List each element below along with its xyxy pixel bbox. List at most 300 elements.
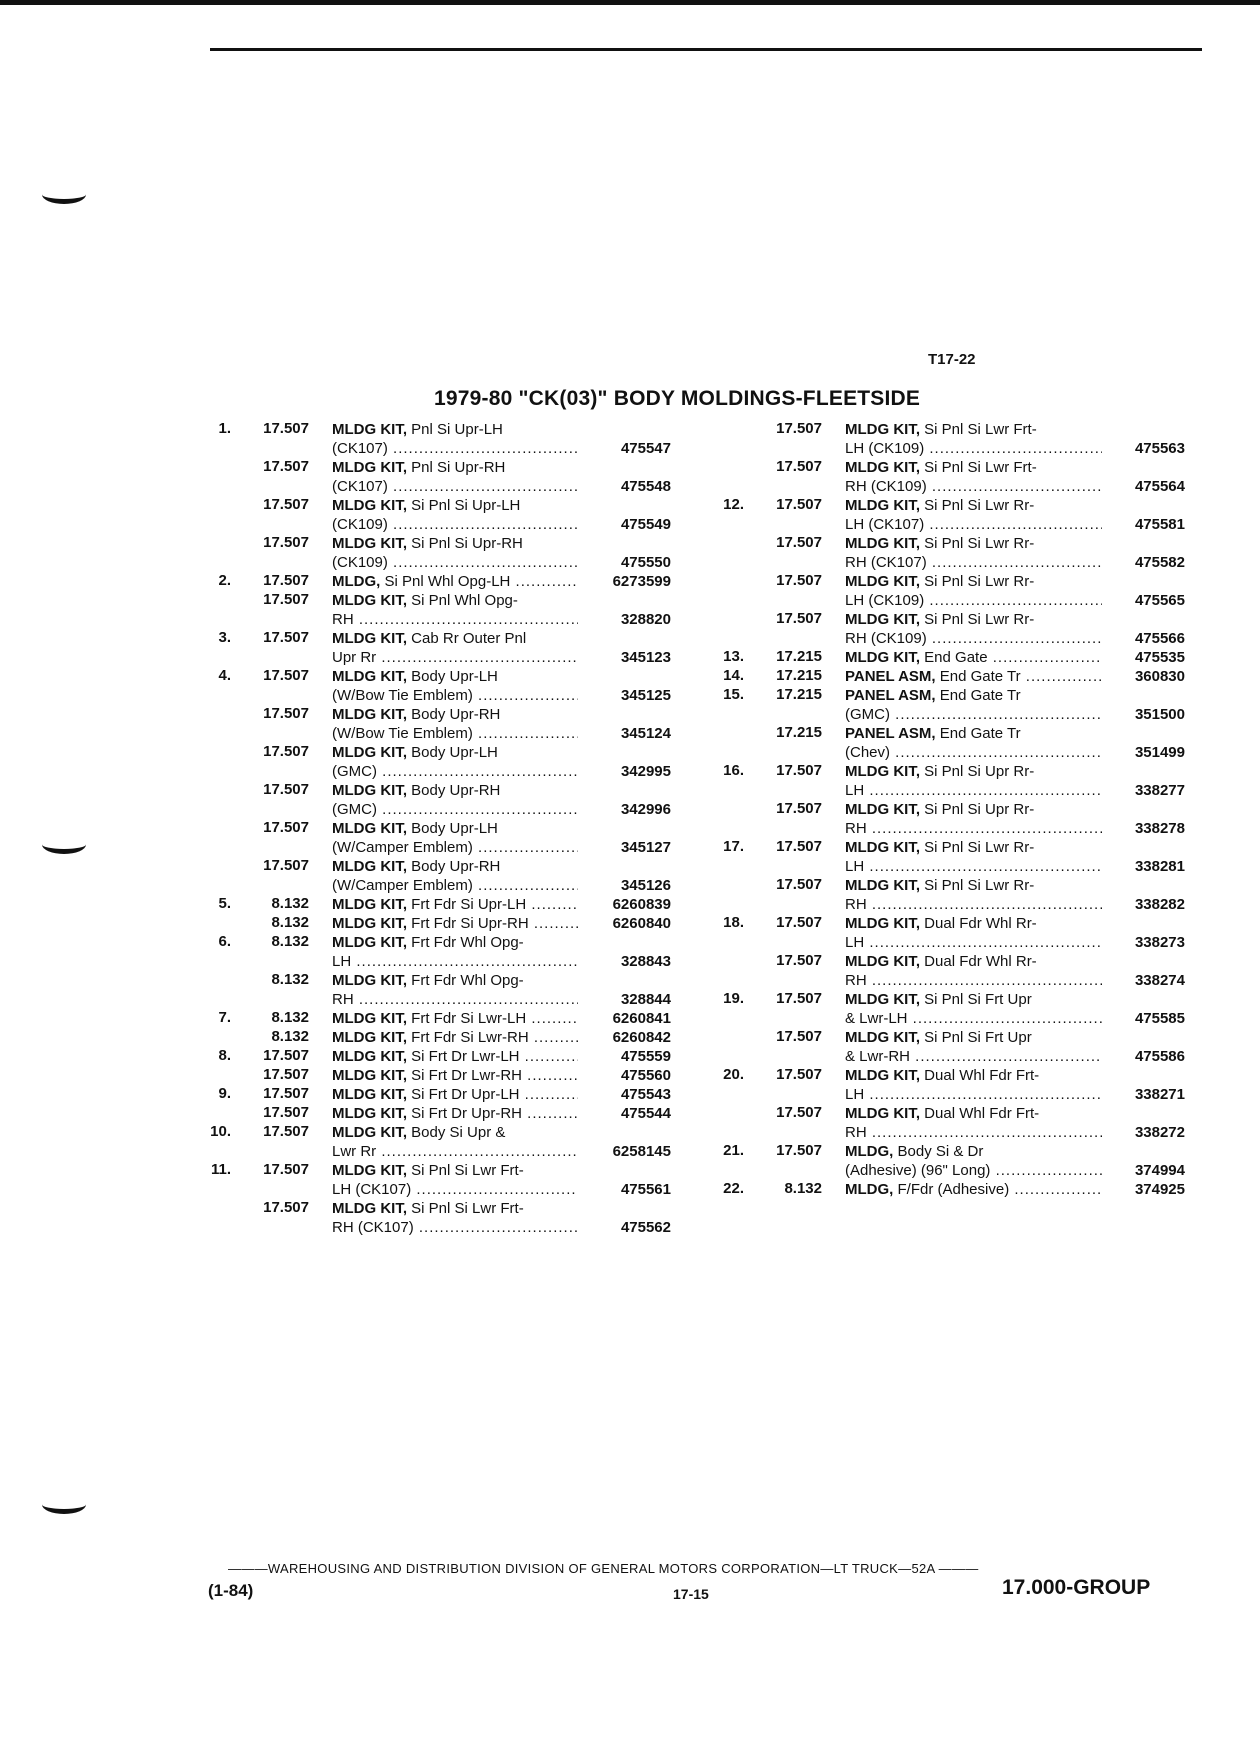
parts-list-right — [718, 420, 1228, 1199]
group-number: 17.507 — [263, 534, 309, 551]
part-name: MLDG KIT, — [332, 915, 407, 932]
part-detail: Si Pnl Si Lwr Frt- — [924, 421, 1037, 438]
part-description — [845, 838, 1103, 876]
parts-list-item — [205, 1104, 715, 1123]
part-detail: Si Frt Dr Upr-LH — [411, 1086, 520, 1103]
part-number: 6260840 — [578, 914, 671, 933]
part-detail-continued: (W/Camper Emblem) ..... — [332, 876, 580, 895]
part-detail-continued: Lwr Rr ..... — [332, 1142, 580, 1161]
part-detail: Frt Fdr Si Lwr-RH — [411, 1029, 529, 1046]
figure-reference: T17-22 — [928, 351, 976, 368]
part-detail-continued: LH (CK107) ..... — [845, 515, 1103, 534]
part-description — [845, 914, 1103, 952]
parts-list-item — [718, 648, 1228, 667]
part-detail: Pnl Si Upr-LH — [411, 421, 503, 438]
part-number: 475548 — [578, 477, 671, 496]
part-description — [332, 819, 580, 857]
parts-list-item — [205, 667, 715, 705]
part-name: MLDG KIT, — [332, 744, 407, 761]
part-detail: Si Pnl Si Lwr Rr- — [924, 573, 1035, 590]
part-number: 475564 — [1102, 477, 1185, 496]
part-number: 374925 — [1102, 1180, 1185, 1199]
part-detail-continued: (W/Camper Emblem) ..... — [332, 838, 580, 857]
part-number: 338282 — [1102, 895, 1185, 914]
parts-list-item — [205, 496, 715, 534]
part-detail: Pnl Si Upr-RH — [411, 459, 506, 476]
group-number: 17.507 — [776, 534, 822, 551]
parts-list-item — [205, 1085, 715, 1104]
part-detail-continued: (CK109) ..... — [332, 553, 580, 572]
part-name: MLDG KIT, — [332, 1162, 407, 1179]
part-detail-continued: (GMC) ..... — [332, 762, 580, 781]
part-description — [332, 458, 580, 496]
part-description — [332, 591, 580, 629]
part-detail: Si Pnl Si Lwr Frt- — [411, 1162, 524, 1179]
part-detail: Si Pnl Si Frt Upr — [924, 991, 1032, 1008]
group-number: 8.132 — [784, 1180, 822, 1197]
part-detail: End Gate Tr — [939, 725, 1021, 742]
part-detail: End Gate Tr — [939, 668, 1021, 685]
part-number: 475561 — [578, 1180, 671, 1199]
part-name: MLDG KIT, — [332, 1010, 407, 1027]
parts-list-item — [205, 895, 715, 914]
part-detail-continued: LH (CK107) ..... — [332, 1180, 580, 1199]
part-description — [845, 762, 1103, 800]
part-description — [332, 1104, 580, 1123]
parts-list-item — [718, 1066, 1228, 1104]
parts-list-item — [205, 1161, 715, 1199]
part-description — [845, 686, 1103, 724]
group-number: 17.507 — [263, 1066, 309, 1083]
item-number: 6. — [218, 933, 231, 950]
binder-hole-icon — [42, 835, 86, 854]
group-number: 17.507 — [776, 762, 822, 779]
item-number: 2. — [218, 572, 231, 589]
group-number: 8.132 — [271, 895, 309, 912]
group-number: 17.507 — [776, 1142, 822, 1159]
parts-list-left — [205, 420, 715, 1237]
parts-list-item — [718, 572, 1228, 610]
item-number: 7. — [218, 1009, 231, 1026]
part-description — [845, 990, 1103, 1028]
part-detail-continued: & Lwr-RH ..... — [845, 1047, 1103, 1066]
part-detail: Dual Fdr Whl Rr- — [924, 953, 1037, 970]
part-number: 6258145 — [578, 1142, 671, 1161]
header-rule — [210, 48, 1202, 51]
part-name: MLDG KIT, — [332, 706, 407, 723]
part-number: 338281 — [1102, 857, 1185, 876]
part-description — [332, 971, 580, 1009]
part-number: 6260842 — [578, 1028, 671, 1047]
part-description — [332, 743, 580, 781]
part-number: 338273 — [1102, 933, 1185, 952]
group-number: 8.132 — [271, 914, 309, 931]
part-description — [332, 496, 580, 534]
part-detail-continued: RH (CK109) ..... — [845, 629, 1103, 648]
part-description — [332, 857, 580, 895]
part-detail: Si Pnl Si Lwr Frt- — [924, 459, 1037, 476]
group-number: 17.507 — [263, 1047, 309, 1064]
group-number: 17.507 — [263, 781, 309, 798]
part-description — [845, 876, 1103, 914]
parts-list-item — [205, 914, 715, 933]
part-description — [332, 781, 580, 819]
part-name: MLDG KIT, — [332, 497, 407, 514]
part-name: MLDG KIT, — [845, 459, 920, 476]
item-number: 22. — [723, 1180, 744, 1197]
part-description — [332, 1066, 580, 1085]
part-number: 338277 — [1102, 781, 1185, 800]
group-number: 17.215 — [776, 686, 822, 703]
parts-list-item — [205, 705, 715, 743]
group-number: 17.507 — [263, 572, 309, 589]
part-name: MLDG KIT, — [845, 877, 920, 894]
part-number: 360830 — [1102, 667, 1185, 686]
part-name: MLDG KIT, — [332, 421, 407, 438]
group-number: 17.507 — [263, 591, 309, 608]
group-number: 17.507 — [776, 952, 822, 969]
part-number: 475535 — [1102, 648, 1185, 667]
part-detail: End Gate Tr — [939, 687, 1021, 704]
part-number: 6260839 — [578, 895, 671, 914]
part-number: 338274 — [1102, 971, 1185, 990]
group-number: 17.507 — [776, 496, 822, 513]
group-number: 17.215 — [776, 667, 822, 684]
part-number: 475586 — [1102, 1047, 1185, 1066]
part-number: 6260841 — [578, 1009, 671, 1028]
part-description — [332, 420, 580, 458]
part-name: MLDG KIT, — [845, 953, 920, 970]
part-description — [332, 1028, 580, 1047]
binder-hole-icon — [42, 185, 86, 204]
group-number: 17.507 — [263, 743, 309, 760]
parts-list-item — [205, 1123, 715, 1161]
group-number: 17.507 — [263, 496, 309, 513]
part-number: 475582 — [1102, 553, 1185, 572]
part-detail-continued: Upr Rr ..... — [332, 648, 580, 667]
part-detail-continued: RH (CK109) ..... — [845, 477, 1103, 496]
part-number: 475581 — [1102, 515, 1185, 534]
part-detail-continued: & Lwr-LH ..... — [845, 1009, 1103, 1028]
parts-list-item — [718, 952, 1228, 990]
parts-list-item — [718, 1180, 1228, 1199]
part-number: 345124 — [578, 724, 671, 743]
group-number: 8.132 — [271, 971, 309, 988]
group-number: 17.507 — [776, 420, 822, 437]
part-number: 328843 — [578, 952, 671, 971]
group-number: 17.507 — [263, 1123, 309, 1140]
group-number: 17.507 — [776, 914, 822, 931]
part-description — [332, 914, 580, 933]
part-number: 345126 — [578, 876, 671, 895]
part-number: 475544 — [578, 1104, 671, 1123]
part-name: MLDG KIT, — [332, 782, 407, 799]
part-name: MLDG KIT, — [845, 611, 920, 628]
parts-list-item — [718, 458, 1228, 496]
part-detail: Dual Fdr Whl Rr- — [924, 915, 1037, 932]
part-detail: F/Fdr (Adhesive) — [897, 1181, 1010, 1198]
part-detail: Body Upr-RH — [411, 782, 501, 799]
part-name: MLDG KIT, — [845, 421, 920, 438]
part-number: 475560 — [578, 1066, 671, 1085]
parts-list-item — [718, 876, 1228, 914]
footer-group: 17.000-GROUP — [1002, 1576, 1151, 1599]
group-number: 17.507 — [776, 800, 822, 817]
group-number: 17.507 — [263, 667, 309, 684]
part-name: MLDG, — [845, 1143, 894, 1160]
group-number: 17.507 — [263, 819, 309, 836]
part-detail-continued: LH (CK109) ..... — [845, 591, 1103, 610]
part-detail: Si Pnl Si Lwr Frt- — [411, 1200, 524, 1217]
part-description — [845, 534, 1103, 572]
part-detail: Frt Fdr Si Upr-RH — [411, 915, 529, 932]
part-name: MLDG KIT, — [332, 630, 407, 647]
parts-list-item — [718, 496, 1228, 534]
item-number: 11. — [210, 1161, 231, 1178]
part-detail: Si Pnl Si Frt Upr — [924, 1029, 1032, 1046]
part-description — [332, 1009, 580, 1028]
part-description — [845, 648, 1103, 667]
group-number: 17.507 — [263, 1104, 309, 1121]
item-number: 14. — [723, 667, 744, 684]
part-description — [332, 667, 580, 705]
item-number: 16. — [723, 762, 744, 779]
part-detail: Si Pnl Si Upr Rr- — [924, 763, 1035, 780]
part-number: 475559 — [578, 1047, 671, 1066]
binder-hole-icon — [42, 1495, 86, 1514]
parts-list-item — [205, 534, 715, 572]
group-number: 17.507 — [263, 1161, 309, 1178]
part-detail-continued: (GMC) ..... — [845, 705, 1103, 724]
part-detail-continued: LH ..... — [845, 781, 1103, 800]
parts-list-item — [718, 1142, 1228, 1180]
part-name: MLDG KIT, — [845, 535, 920, 552]
part-detail: Body Upr-RH — [411, 706, 501, 723]
item-number: 18. — [723, 914, 744, 931]
parts-list-item — [205, 1066, 715, 1085]
parts-list-item — [205, 572, 715, 591]
part-detail: Cab Rr Outer Pnl — [411, 630, 527, 647]
part-detail-continued: (CK107) ..... — [332, 477, 580, 496]
part-number: 475565 — [1102, 591, 1185, 610]
part-name: MLDG KIT, — [332, 820, 407, 837]
part-description — [845, 800, 1103, 838]
footer-date: (1-84) — [208, 1581, 254, 1600]
part-number: 475585 — [1102, 1009, 1185, 1028]
part-number: 475550 — [578, 553, 671, 572]
part-detail: Frt Fdr Whl Opg- — [411, 972, 524, 989]
part-number: 338271 — [1102, 1085, 1185, 1104]
parts-list-item — [205, 1009, 715, 1028]
part-detail-continued: RH ..... — [332, 610, 580, 629]
group-number: 17.507 — [776, 572, 822, 589]
part-name: MLDG KIT, — [332, 1029, 407, 1046]
item-number: 5. — [218, 895, 231, 912]
part-name: MLDG KIT, — [845, 649, 920, 666]
part-description — [332, 1123, 580, 1161]
part-number: 475563 — [1102, 439, 1185, 458]
footer-division-line: ———WAREHOUSING AND DISTRIBUTION DIVISION OF GENERAL MOTORS CORPORATION—LT TRUCK—52A ——— — [228, 1561, 979, 1576]
part-name: PANEL ASM, — [845, 687, 936, 704]
item-number: 13. — [723, 648, 744, 665]
part-detail: Body Si & Dr — [897, 1143, 984, 1160]
part-detail: Body Upr-LH — [411, 820, 498, 837]
part-detail: Body Upr-RH — [411, 858, 501, 875]
part-description — [845, 458, 1103, 496]
part-name: MLDG KIT, — [845, 497, 920, 514]
part-name: MLDG KIT, — [332, 896, 407, 913]
part-number: 351500 — [1102, 705, 1185, 724]
part-detail-continued: LH ..... — [332, 952, 580, 971]
part-name: MLDG, — [845, 1181, 894, 1198]
part-name: MLDG KIT, — [332, 668, 407, 685]
parts-list-item — [718, 1104, 1228, 1142]
part-detail: Body Upr-LH — [411, 744, 498, 761]
part-description — [845, 1028, 1103, 1066]
part-description — [845, 952, 1103, 990]
group-number: 17.215 — [776, 648, 822, 665]
part-number: 345127 — [578, 838, 671, 857]
part-detail: Frt Fdr Si Lwr-LH — [411, 1010, 527, 1027]
part-detail: Dual Whl Fdr Frt- — [924, 1105, 1040, 1122]
part-number: 475543 — [578, 1085, 671, 1104]
part-description — [332, 933, 580, 971]
group-number: 17.507 — [263, 857, 309, 874]
part-detail-continued: (Chev) ..... — [845, 743, 1103, 762]
parts-list-item — [205, 1028, 715, 1047]
part-description — [332, 1199, 580, 1237]
part-description — [845, 1066, 1103, 1104]
part-description — [332, 1161, 580, 1199]
part-name: MLDG KIT, — [332, 972, 407, 989]
parts-list-item — [718, 990, 1228, 1028]
part-description — [845, 724, 1103, 762]
part-detail-continued: LH ..... — [845, 857, 1103, 876]
item-number: 15. — [723, 686, 744, 703]
parts-list-item — [718, 914, 1228, 952]
item-number: 8. — [218, 1047, 231, 1064]
group-number: 17.507 — [776, 1066, 822, 1083]
group-number: 8.132 — [271, 1009, 309, 1026]
parts-list-item — [205, 629, 715, 667]
parts-list-item — [205, 933, 715, 971]
part-name: MLDG KIT, — [332, 1067, 407, 1084]
part-number: 475562 — [578, 1218, 671, 1237]
parts-list-item — [718, 724, 1228, 762]
top-border-rule — [0, 0, 1260, 5]
part-detail: Si Pnl Si Upr-RH — [411, 535, 523, 552]
parts-list-item — [205, 1047, 715, 1066]
part-detail-continued: (CK107) ..... — [332, 439, 580, 458]
part-description — [845, 610, 1103, 648]
part-description — [332, 1047, 580, 1066]
parts-list-item — [205, 420, 715, 458]
item-number: 9. — [218, 1085, 231, 1102]
parts-list-item — [718, 762, 1228, 800]
parts-list-item — [205, 591, 715, 629]
part-detail-continued: RH ..... — [845, 971, 1103, 990]
group-number: 17.507 — [776, 1028, 822, 1045]
group-number: 17.507 — [263, 705, 309, 722]
group-number: 17.507 — [263, 458, 309, 475]
part-number: 374994 — [1102, 1161, 1185, 1180]
part-detail-continued: RH (CK107) ..... — [845, 553, 1103, 572]
part-detail-continued: (GMC) ..... — [332, 800, 580, 819]
part-description — [845, 420, 1103, 458]
group-number: 17.507 — [263, 1199, 309, 1216]
part-detail-continued: (CK109) ..... — [332, 515, 580, 534]
part-name: MLDG KIT, — [332, 934, 407, 951]
part-name: MLDG KIT, — [845, 801, 920, 818]
group-number: 17.507 — [776, 1104, 822, 1121]
part-detail: Si Pnl Si Lwr Rr- — [924, 535, 1035, 552]
parts-list-item — [718, 800, 1228, 838]
part-detail: Si Pnl Whl Opg-LH — [384, 573, 511, 590]
part-number: 328820 — [578, 610, 671, 629]
part-name: MLDG KIT, — [332, 535, 407, 552]
part-detail: Body Upr-LH — [411, 668, 498, 685]
part-number: 475549 — [578, 515, 671, 534]
group-number: 8.132 — [271, 933, 309, 950]
part-detail-continued: (W/Bow Tie Emblem) ..... — [332, 724, 580, 743]
part-detail: Dual Whl Fdr Frt- — [924, 1067, 1040, 1084]
part-number: 342996 — [578, 800, 671, 819]
parts-list-item — [205, 1199, 715, 1237]
part-number: 351499 — [1102, 743, 1185, 762]
part-name: MLDG KIT, — [332, 1086, 407, 1103]
part-detail: Si Frt Dr Upr-RH — [411, 1105, 522, 1122]
group-number: 17.507 — [776, 610, 822, 627]
parts-list-item — [718, 838, 1228, 876]
part-number: 345123 — [578, 648, 671, 667]
part-detail: Si Pnl Si Lwr Rr- — [924, 839, 1035, 856]
parts-list-item — [718, 686, 1228, 724]
part-name: MLDG KIT, — [845, 573, 920, 590]
parts-list-item — [205, 857, 715, 895]
page-title: 1979-80 "CK(03)" BODY MOLDINGS-FLEETSIDE — [434, 387, 921, 410]
part-number: 338278 — [1102, 819, 1185, 838]
item-number: 1. — [218, 420, 231, 437]
part-name: PANEL ASM, — [845, 668, 936, 685]
part-description — [332, 895, 580, 914]
item-number: 17. — [723, 838, 744, 855]
part-detail: Si Pnl Whl Opg- — [411, 592, 518, 609]
group-number: 17.507 — [776, 458, 822, 475]
group-number: 17.507 — [776, 990, 822, 1007]
group-number: 17.507 — [263, 1085, 309, 1102]
part-name: MLDG KIT, — [332, 459, 407, 476]
part-detail: Si Pnl Si Lwr Rr- — [924, 497, 1035, 514]
part-name: MLDG KIT, — [332, 1048, 407, 1065]
part-detail: Si Pnl Si Lwr Rr- — [924, 611, 1035, 628]
part-name: MLDG KIT, — [332, 1200, 407, 1217]
part-name: MLDG KIT, — [845, 839, 920, 856]
part-detail-continued: (W/Bow Tie Emblem) ..... — [332, 686, 580, 705]
parts-list-item — [205, 743, 715, 781]
part-description — [332, 572, 580, 591]
part-number: 338272 — [1102, 1123, 1185, 1142]
part-detail: Si Frt Dr Lwr-RH — [411, 1067, 522, 1084]
parts-list-item — [718, 420, 1228, 458]
part-number: 342995 — [578, 762, 671, 781]
parts-list-item — [718, 534, 1228, 572]
item-number: 21. — [723, 1142, 744, 1159]
item-number: 3. — [218, 629, 231, 646]
footer-page-number: 17-15 — [673, 1586, 709, 1602]
part-detail: Body Si Upr & — [411, 1124, 506, 1141]
parts-list-item — [718, 1028, 1228, 1066]
part-name: MLDG KIT, — [845, 1067, 920, 1084]
